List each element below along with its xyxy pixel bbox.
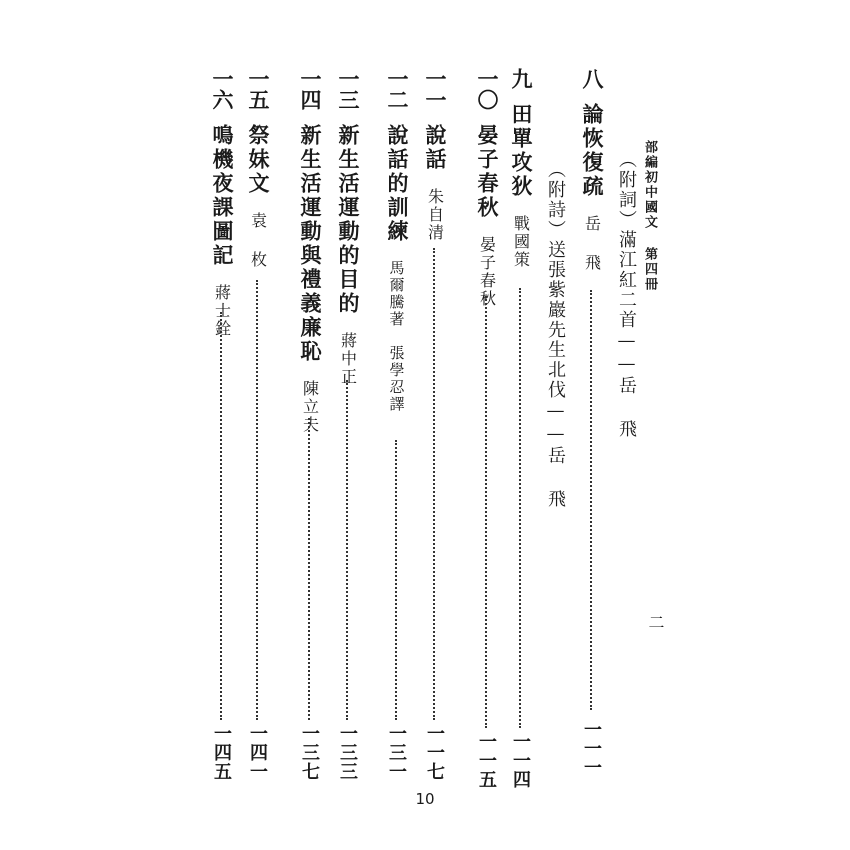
entry-number: 一二 [385, 68, 410, 110]
entry-number: 一一 [423, 68, 448, 110]
entry-number: 一五 [246, 68, 271, 110]
leader-dots [256, 280, 260, 720]
entry-number: 一六 [210, 68, 235, 110]
entry-title: 說話的訓練 [385, 124, 410, 244]
entry-page: 一三七 [299, 724, 320, 781]
entry-title: 鳴機夜課圖記 [210, 124, 235, 268]
entry-number: 一〇 [475, 68, 500, 110]
toc-entry-8 [577, 68, 607, 272]
entry-page: 一四五 [211, 724, 232, 781]
entry-title: 田單攻狄 [509, 103, 534, 199]
entry-page: 一一七 [424, 724, 445, 781]
header-page-marker: 二 [646, 614, 665, 630]
leader-dots [346, 380, 350, 720]
entry-author: 馬爾騰著 張學忍譯 [387, 260, 406, 413]
leader-dots [308, 418, 312, 720]
toc-entry-13 [333, 68, 363, 386]
entry-number: 一三 [336, 68, 361, 110]
entry-page: 一三一 [386, 724, 407, 781]
entry-number: 八 [580, 68, 605, 89]
toc-entry-12 [382, 68, 412, 413]
entry-author: 戰國策 [511, 215, 531, 269]
toc-entry-10 [472, 68, 502, 308]
subentry-text: （附詞）滿江紅二首——岳 飛 [616, 150, 637, 439]
toc-entry-14 [295, 68, 325, 434]
leader-dots [220, 312, 224, 720]
page-number-footer: 10 [415, 790, 435, 808]
leader-dots [395, 440, 399, 720]
leader-dots [433, 248, 437, 720]
entry-author: 陳立夫 [300, 380, 320, 434]
leader-dots [519, 288, 523, 728]
entry-author: 朱自清 [425, 188, 445, 242]
entry-title: 論恢復疏 [580, 103, 605, 199]
entry-author: 蔣中正 [338, 332, 358, 386]
leader-dots [485, 296, 489, 728]
entry-page: 一四一 [247, 724, 268, 781]
entry-number: 一四 [298, 68, 323, 110]
entry-page: 一一四 [510, 732, 531, 789]
subentry-text: （附詩）送張紫巖先生北伐——岳 飛 [545, 160, 566, 509]
toc-entry-9 [506, 68, 536, 269]
entry-page: 一一五 [476, 732, 497, 789]
toc-subentry-ci [611, 150, 641, 439]
book-title-header: 部編初中國文 第四冊 [642, 140, 657, 292]
entry-author: 晏子春秋 [477, 236, 497, 308]
leader-dots [590, 290, 594, 710]
entry-number: 九 [509, 68, 534, 89]
entry-title: 晏子春秋 [475, 124, 500, 220]
toc-entry-15 [243, 68, 273, 269]
entry-title: 新生活運動與禮義廉恥 [298, 124, 323, 364]
toc-subentry-shi [540, 160, 570, 509]
entry-page: 一三三 [337, 724, 358, 781]
entry-author: 袁 枚 [248, 212, 268, 269]
toc-entry-16 [207, 68, 237, 338]
entry-title: 新生活運動的目的 [336, 124, 361, 316]
entry-author: 蔣士銓 [212, 284, 232, 338]
entry-author: 岳 飛 [582, 215, 602, 272]
toc-entry-11 [420, 68, 450, 242]
entry-page: 一一一 [581, 720, 602, 777]
entry-title: 說話 [423, 124, 448, 172]
entry-title: 祭妹文 [246, 124, 271, 196]
